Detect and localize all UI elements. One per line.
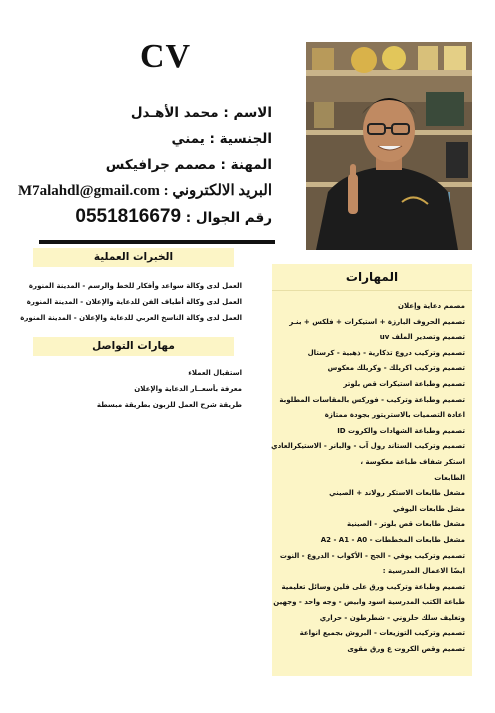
experience-heading: الخبرات العملية — [33, 248, 234, 267]
skill-item: تصميم وطباعة استيكرات قص بلوتر — [343, 379, 465, 388]
skill-item: تصميم وطباعة وتركيب - فوركس بالمقاسات المطلوبة — [279, 395, 465, 404]
experience-item: العمل لدى وكالة الناسخ العربي للدعاية والإعلان - المدينة المنورة — [20, 314, 242, 322]
skill-item: الطابعات — [434, 473, 465, 482]
personal-info — [17, 100, 272, 230]
skill-item: اعادة التصميات بالاستريتور بجودة ممتازة — [324, 411, 465, 420]
cv-title: CV — [140, 38, 192, 75]
skill-item: مشغل طابعات المخططات - A2 - A1 - A0 — [320, 535, 465, 544]
skills-list — [271, 299, 465, 658]
experience-list — [12, 278, 242, 326]
skill-item: تصميم وطباعة الشهادات والكروت ID — [337, 426, 465, 435]
skill-item: تصميم وتركيب اكريلك - وكريلك معكوس — [327, 364, 465, 373]
skill-item: استكر شفاف طباعة معكوسة ، — [360, 457, 465, 466]
profile-photo — [306, 42, 472, 250]
nationality-line: الجنسية : يمني — [171, 131, 272, 147]
skill-item: تصميم وتركيب التوزيعات - البروش بجميع انواعة — [299, 629, 465, 638]
skills-heading: المهارات — [272, 264, 472, 291]
skill-item: مصمم دعاية وإعلان — [398, 302, 465, 310]
skill-item: وتغليف سلك حلزوني - شطرطون - حراري — [319, 613, 465, 622]
header-divider — [39, 240, 275, 244]
phone-label: رقم الجوال : — [185, 210, 272, 226]
phone-line — [22, 204, 272, 230]
skill-item: تصميم وتركيب دروع تذكارية - ذهبية - كرستال — [307, 348, 465, 357]
experience-item: العمل لدى وكالة سواعد وأفكار للخط والرسم - المدينة المنورة — [28, 282, 242, 290]
contact-skill-item: طريقة شرح العمل للزبون بطريقة مبسطة — [96, 401, 242, 409]
contact-skill-item: معرفة بأسعــار الدعاية والإعلان — [134, 385, 242, 393]
skill-item: تصميم وتركيب الستاند رول آب - والبانر - الاستيكرالعادي — [271, 442, 465, 451]
phone-number: 0551816679 — [75, 206, 182, 227]
skill-item: تصميم وتصدير الملف uv — [379, 333, 465, 342]
skill-item: مشل طابعات اليوفي — [393, 504, 465, 513]
skill-item: تصميم وتركيب يوفي - الجج - الأكواب - الدروع - النوت — [279, 551, 465, 560]
skill-item: طباعة الكتب المدرسية اسود وابيض - وجه واحد - وجهين — [273, 598, 465, 607]
skill-item: ايضًا الاعمال المدرسية : — [382, 567, 465, 576]
skill-item: مشغل طابعات قص بلوتر - الصينية — [347, 520, 465, 529]
experience-item: العمل لدى وكالة أطياف الفن للدعاية والإعلان - المدينة المنورة — [26, 298, 242, 306]
email-line: البريد الالكتروني : M7alahdl@gmail.com — [17, 183, 272, 199]
contact-skill-item: استقبال العملاء — [188, 369, 242, 377]
skill-item: تصميم وقص الكروت ع ورق مقوى — [347, 645, 465, 654]
skill-item: مشغل طابعات الاستكر رولاند + الصيني — [329, 489, 465, 498]
profession-line: المهنة : مصمم جرافيكس — [105, 157, 272, 173]
contact-skills-heading: مهارات التواصل — [33, 337, 234, 356]
name-line: الاسم : محمد الأهـدل — [130, 105, 272, 121]
skill-item: تصميم وطباعة وتركيب ورق على فلين وسائل تعليمية — [281, 582, 465, 591]
contact-skills-list — [42, 365, 242, 413]
skill-item: تصميم الحروف البارزة + استيكرات + فلكس + بنـر — [289, 317, 465, 326]
